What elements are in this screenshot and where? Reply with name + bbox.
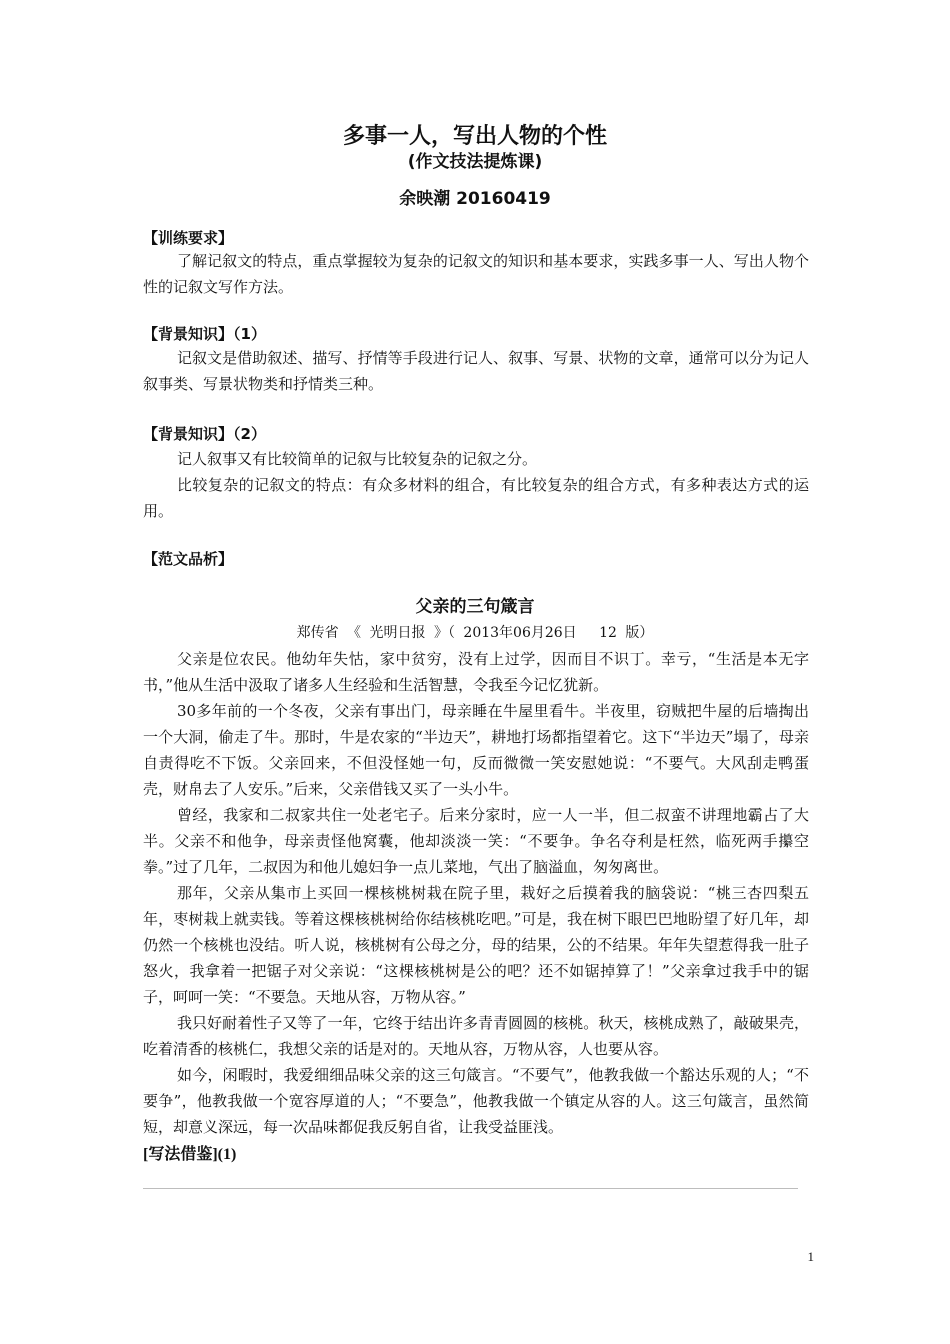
background1-body: 记叙文是借助叙述、描写、抒情等手段进行记人、叙事、写景、状物的文章，通常可以分为记人叙事类、写景状物类和抒情类三种。 — [143, 349, 809, 393]
author-line: 余映潮 20160419 — [399, 189, 551, 209]
background2-body-1: 记人叙事又有比较简单的记叙与比较复杂的记叙之分。 — [177, 450, 538, 468]
background2-heading: 【背景知识】（2） — [143, 425, 266, 443]
essay-paragraph: 那年，父亲从集市上买回一棵核桃树栽在院子里，栽好之后摸着我的脑袋说：“桃三杏四梨五年，枣树栽上就卖钱。等着这棵核桃树给你结核桃吃吧。”可是，我在树下眼巴巴地盼望了好几年，却仍然一个核桃也没结。听人说，核桃树有公母之分，母的结果，公的不结果。年年失望惹得我一肚子怒火，我拿着一把锯子对父亲说：“这棵核桃树是公的吧？还不如锯掉算了！”父亲拿过我手中的锯子，呵呵一笑：“不要急。天地从容，万物从容。” — [143, 884, 809, 1006]
essay-paragraph: 我只好耐着性子又等了一年，它终于结出许多青青圆圆的核桃。秋天，核桃成熟了，敲破果壳，吃着清香的核桃仁，我想父亲的话是对的。天地从容，万物从容，人也要从容。 — [143, 1014, 809, 1058]
page-number: 1 — [807, 1249, 814, 1264]
essay-byline: 郑传省 《 光明日报 》（ 2013年06月26日 12 版） — [296, 625, 654, 641]
essay-paragraph: 父亲是位农民。他幼年失怙，家中贫穷，没有上过学，因而目不识丁。幸亏，“生活是本无字书，”他从生活中汲取了诸多人生经验和生活智慧，令我至今记忆犹新。 — [143, 650, 809, 694]
background1-heading: 【背景知识】（1） — [143, 325, 266, 343]
training-body: 了解记叙文的特点，重点掌握较为复杂的记叙文的知识和基本要求，实践多事一人、写出人物个性的记叙文写作方法。 — [143, 252, 809, 296]
document-title: 多事一人，写出人物的个性 — [342, 124, 607, 149]
background2-body-2: 比较复杂的记叙文的特点：有众多材料的组合，有比较复杂的组合方式，有多种表达方式的运用。 — [143, 476, 809, 520]
training-heading: 【训练要求】 — [143, 229, 234, 247]
essay-paragraph: 曾经，我家和二叔家共住一处老宅子。后来分家时，应一人一半，但二叔蛮不讲理地霸占了大半。父亲不和他争，母亲责怪他窝囊，他却淡淡一笑：“不要争。争名夺利是枉然，临死两手攥空拳。”过了几年，二叔因为和他儿媳妇争一点儿菜地，气出了脑溢血，匆匆离世。 — [143, 806, 809, 876]
essay-title: 父亲的三句箴言 — [415, 597, 535, 617]
footer-divider — [143, 1188, 798, 1189]
essay-paragraph: 30多年前的一个冬夜，父亲有事出门，母亲睡在牛屋里看牛。半夜里，窃贼把牛屋的后墙掏出一个大洞，偷走了牛。那时，牛是农家的“半边天”，耕地打场都指望着它。这下“半边天”塌了，母亲自责得吃不下饭。父亲回来，不但没怪她一句，反而微微一笑安慰她说：“不要气。大风刮走鸭蛋壳，财帛去了人安乐。”后来，父亲借钱又买了一头小牛。 — [143, 702, 809, 798]
sample-heading: 【范文品析】 — [143, 550, 234, 568]
essay-body — [143, 646, 809, 1140]
essay-paragraph: 如今，闲暇时，我爱细细品味父亲的这三句箴言。“不要气”，他教我做一个豁达乐观的人；“不要争”，他教我做一个宽容厚道的人；“不要急”，他教我做一个镇定从容的人。这三句箴言，虽然简短，却意义深远，每一次品味都促我反躬自省，让我受益匪浅。 — [143, 1066, 809, 1136]
document-subtitle: (作文技法提炼课) — [407, 152, 543, 172]
method-heading: [写法借鉴](1) — [143, 1146, 237, 1163]
